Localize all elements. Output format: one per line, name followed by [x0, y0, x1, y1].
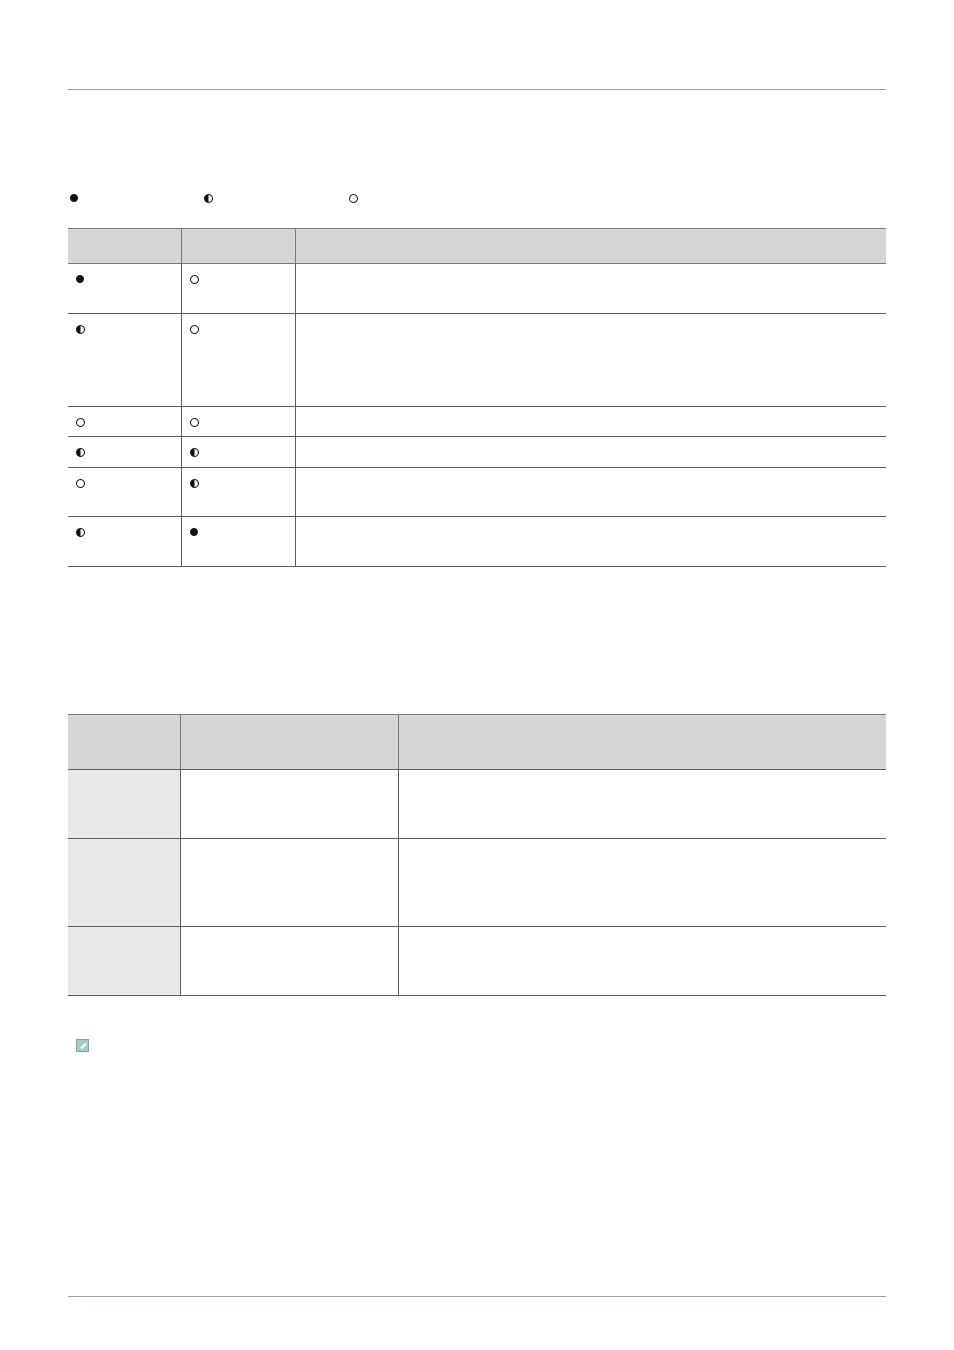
- cell-led2: [181, 517, 295, 567]
- table-header-row: [68, 229, 886, 264]
- led-blinking-icon: [76, 325, 85, 334]
- led-blinking-icon: [76, 528, 85, 537]
- header-rule: [68, 89, 886, 90]
- cell-desc: [295, 437, 886, 468]
- led-off-icon: [349, 194, 358, 203]
- table-row: [68, 468, 886, 517]
- cell-led1: [68, 264, 181, 314]
- table-row: [68, 927, 886, 996]
- cell: [180, 770, 398, 839]
- led-blinking-icon: [76, 448, 85, 457]
- table-row: [68, 264, 886, 314]
- legend-item-blinking: [204, 194, 213, 203]
- led-status-table: [68, 228, 886, 567]
- cell-led2: [181, 468, 295, 517]
- row-label-cell: [68, 927, 180, 996]
- header-cell-2: [180, 715, 398, 770]
- cell: [180, 839, 398, 927]
- header-cell-led2: [181, 229, 295, 264]
- cell-led1: [68, 468, 181, 517]
- header-cell-led1: [68, 229, 181, 264]
- led-blinking-icon: [190, 479, 199, 488]
- table-row: [68, 314, 886, 407]
- led-off-icon: [76, 479, 85, 488]
- led-on-icon: [190, 528, 198, 536]
- table-row: [68, 407, 886, 437]
- cell-led1: [68, 517, 181, 567]
- table-row: [68, 517, 886, 567]
- row-label-cell: [68, 839, 180, 927]
- led-blinking-icon: [204, 194, 213, 203]
- legend-item-on: [70, 194, 78, 202]
- header-cell-1: [68, 715, 180, 770]
- led-blinking-icon: [190, 448, 199, 457]
- legend-item-off: [349, 194, 358, 203]
- footer-rule: [68, 1296, 886, 1297]
- cell: [398, 839, 886, 927]
- cell: [180, 927, 398, 996]
- led-off-icon: [190, 418, 199, 427]
- table-row: [68, 437, 886, 468]
- cell: [398, 770, 886, 839]
- table-row: [68, 839, 886, 927]
- cell: [398, 927, 886, 996]
- table-row: [68, 770, 886, 839]
- led-on-icon: [76, 275, 84, 283]
- led-off-icon: [190, 325, 199, 334]
- led-on-icon: [70, 194, 78, 202]
- note-icon: [76, 1039, 89, 1052]
- cell-led1: [68, 437, 181, 468]
- header-cell-description: [295, 229, 886, 264]
- cell-led2: [181, 264, 295, 314]
- info-table: [68, 714, 886, 996]
- cell-desc: [295, 407, 886, 437]
- led-legend: [70, 194, 470, 206]
- cell-led2: [181, 314, 295, 407]
- cell-led1: [68, 314, 181, 407]
- cell-desc: [295, 468, 886, 517]
- led-off-icon: [190, 275, 199, 284]
- cell-desc: [295, 517, 886, 567]
- table-header-row: [68, 715, 886, 770]
- cell-led2: [181, 407, 295, 437]
- cell-desc: [295, 314, 886, 407]
- row-label-cell: [68, 770, 180, 839]
- led-off-icon: [76, 418, 85, 427]
- cell-led1: [68, 407, 181, 437]
- header-cell-3: [398, 715, 886, 770]
- cell-desc: [295, 264, 886, 314]
- cell-led2: [181, 437, 295, 468]
